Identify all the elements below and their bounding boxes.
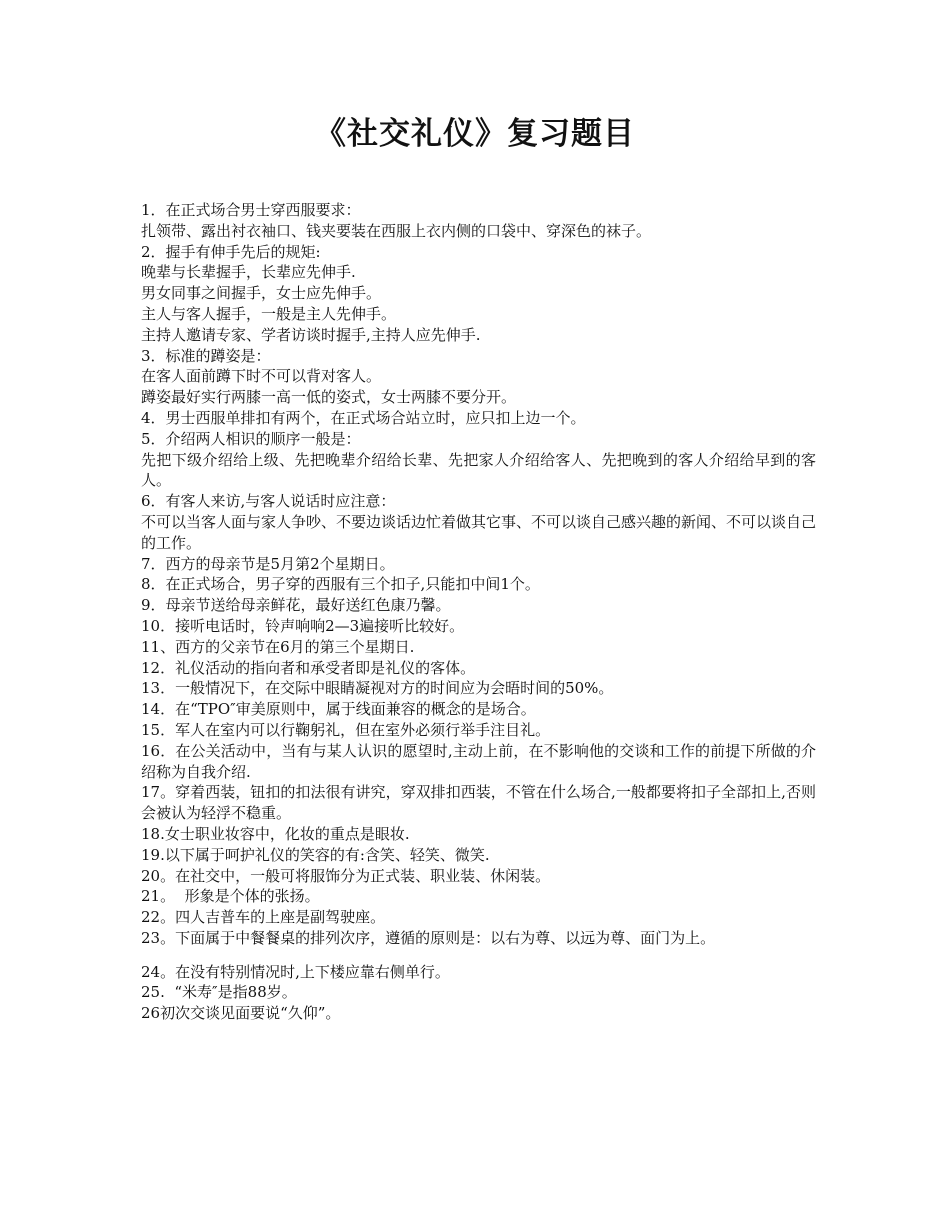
item-12: 12．礼仪活动的指向者和承受者即是礼仪的客体。	[141, 658, 476, 677]
item-9: 9．母亲节送给母亲鲜花，最好送红色康乃馨。	[141, 596, 451, 615]
item-21: 21。 形象是个体的张扬。	[141, 887, 320, 906]
item-23: 23。下面属于中餐餐桌的排列次序，遵循的原则是：以右为尊、以远为尊、面门为上。	[141, 928, 716, 947]
answer-3a: 在客人面前蹲下时不可以背对客人。	[141, 367, 382, 386]
answer-2d: 主持人邀请专家、学者访谈时握手,主持人应先伸手.	[141, 325, 481, 344]
question-3: 3．标准的蹲姿是：	[141, 346, 271, 365]
answer-1: 扎领带、露出衬衣袖口、钱夹要装在西服上衣内侧的口袋中、穿深色的袜子。	[141, 221, 652, 240]
document-body	[141, 200, 816, 1024]
item-10: 10．接听电话时，铃声响响2—3遍接听比较好。	[141, 616, 465, 635]
item-7: 7．西方的母亲节是5月第2个星期日。	[141, 554, 395, 573]
item-16: 16．在公关活动中，当有与某人认识的愿望时,主动上前，在不影响他的交谈和工作的前提下所做的介绍称为自我介绍.	[141, 741, 816, 781]
question-1: 1．在正式场合男士穿西服要求：	[141, 201, 361, 219]
item-22: 22。四人吉普车的上座是副驾驶座。	[141, 908, 386, 927]
item-19: 19.以下属于呵护礼仪的笑容的有:含笑、轻笑、微笑.	[141, 845, 490, 864]
answer-2b: 男女同事之间握手，女士应先伸手。	[141, 284, 382, 303]
item-18: 18.女士职业妆容中，化妆的重点是眼妆.	[141, 824, 410, 843]
answer-3b: 蹲姿最好实行两膝一高一低的姿式，女士两膝不要分开。	[141, 388, 517, 407]
item-4: 4．男士西服单排扣有两个，在正式场合站立时，应只扣上边一个。	[141, 408, 586, 427]
question-6: 6．有客人来访,与客人说话时应注意：	[141, 492, 396, 511]
item-26: 26初次交谈见面要说“久仰”。	[141, 1004, 341, 1023]
item-17: 17。穿着西装，钮扣的扣法很有讲究，穿双排扣西装，不管在什么场合,一般都要将扣子全部扣上,否则会被认为轻浮不稳重。	[141, 783, 816, 823]
answer-2c: 主人与客人握手，一般是主人先伸手。	[141, 304, 397, 323]
item-24: 24。在没有特别情况时,上下楼应靠右侧单行。	[141, 962, 450, 981]
answer-2a: 晚辈与长辈握手，长辈应先伸手.	[141, 263, 356, 282]
item-20: 20。在社交中，一般可将服饰分为正式装、职业装、休闲装。	[141, 866, 551, 885]
document-title: 《社交礼仪》复习题目	[315, 116, 635, 152]
item-25: 25. “米寿″是指88岁。	[141, 983, 297, 1002]
item-8: 8．在正式场合，男子穿的西服有三个扣子,只能扣中间1个。	[141, 575, 540, 594]
question-2: 2．握手有伸手先后的规矩:	[141, 242, 321, 261]
item-15: 15．军人在室内可以行鞠躬礼，但在室外必须行举手注目礼。	[141, 720, 551, 739]
question-5: 5．介绍两人相识的顺序一般是：	[141, 429, 361, 448]
answer-6: 不可以当客人面与家人争吵、不要边谈话边忙着做其它事、不可以谈自己感兴趣的新闻、不可以谈自己的工作。	[141, 512, 817, 552]
item-11: 11、西方的父亲节在6月的第三个星期日.	[141, 637, 415, 656]
item-14: 14．在“TPO″审美原则中，属于线面兼容的概念的是场合。	[141, 700, 536, 719]
answer-5: 先把下级介绍给上级、先把晚辈介绍给长辈、先把家人介绍给客人、先把晚到的客人介绍给早到的客人。	[141, 450, 816, 490]
item-13: 13．一般情况下，在交际中眼睛凝视对方的时间应为会晤时间的50%。	[141, 679, 614, 698]
